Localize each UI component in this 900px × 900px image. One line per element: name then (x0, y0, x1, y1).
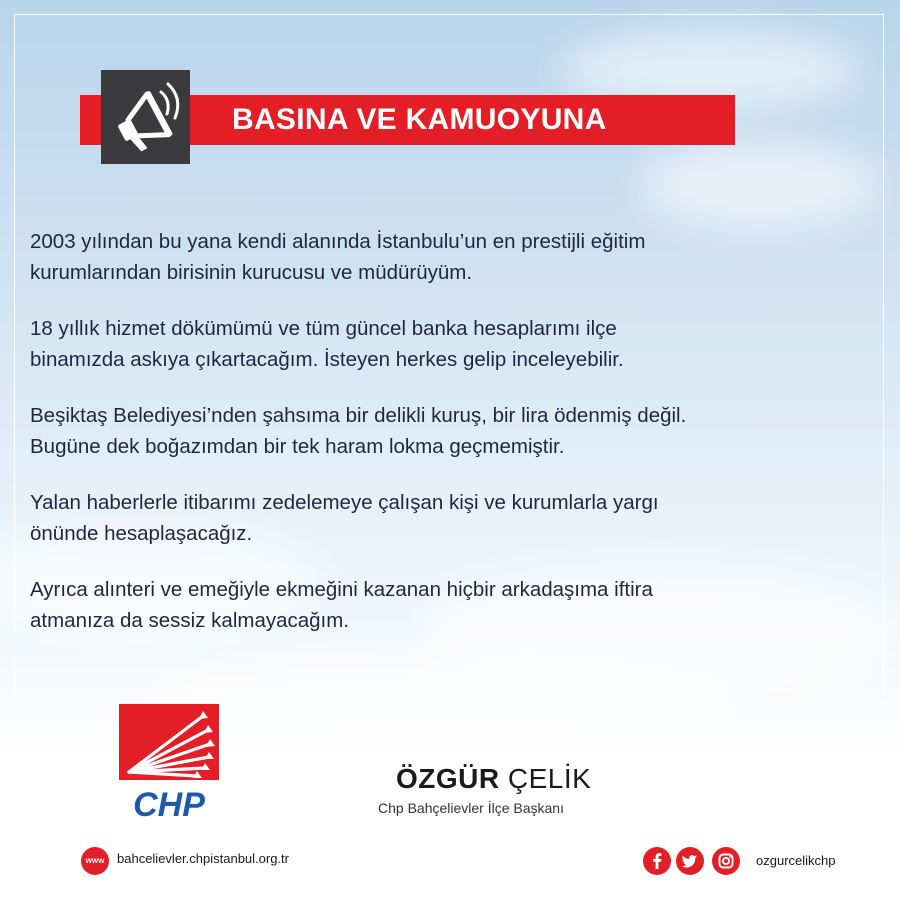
instagram-icon[interactable] (712, 847, 740, 875)
paragraph: 2003 yılından bu yana kendi alanında İstanbulu’un en prestijli eğitim kurumlarından birisinin kurucusu ve müdürüyüm. (30, 230, 646, 284)
paragraph: Beşiktaş Belediyesi’nden şahsıma bir delikli kuruş, bir lira ödenmiş değil. Bugüne dek boğazımdan bir tek haram lokma geçmemiştir. (30, 404, 687, 458)
statement-body (30, 226, 890, 661)
twitter-icon[interactable] (676, 847, 704, 875)
page-title: BASINA VE KAMUOYUNA (232, 103, 607, 136)
paragraph: 18 yıllık hizmet dökümümü ve tüm güncel banka hesaplarımı ilçe binamızda askıya çıkartacağım. İsteyen herkes gelip inceleyebilir. (30, 317, 624, 371)
chp-logo (119, 704, 219, 822)
chp-logo-text: CHP (133, 786, 205, 822)
signature-name: ÖZGÜR ÇELİK (396, 763, 592, 794)
website-link[interactable]: bahcelievler.chpistanbul.org.tr (117, 851, 289, 866)
facebook-icon[interactable] (643, 847, 671, 875)
social-handle[interactable]: ozgurcelikchp (756, 853, 836, 868)
megaphone-badge (101, 70, 190, 164)
paragraph: Ayrıca alınteri ve emeğiyle ekmeğini kazanan hiçbir arkadaşıma iftira atmanıza da sessiz kalmayacağım. (30, 578, 653, 632)
paragraph: Yalan haberlerle itibarımı zedelemeye çalışan kişi ve kurumlarla yargı önünde hesaplaşacağız. (30, 491, 659, 545)
megaphone-icon (101, 70, 190, 164)
www-icon: www (81, 847, 109, 875)
signature-title: Chp Bahçelievler İlçe Başkanı (378, 800, 564, 816)
